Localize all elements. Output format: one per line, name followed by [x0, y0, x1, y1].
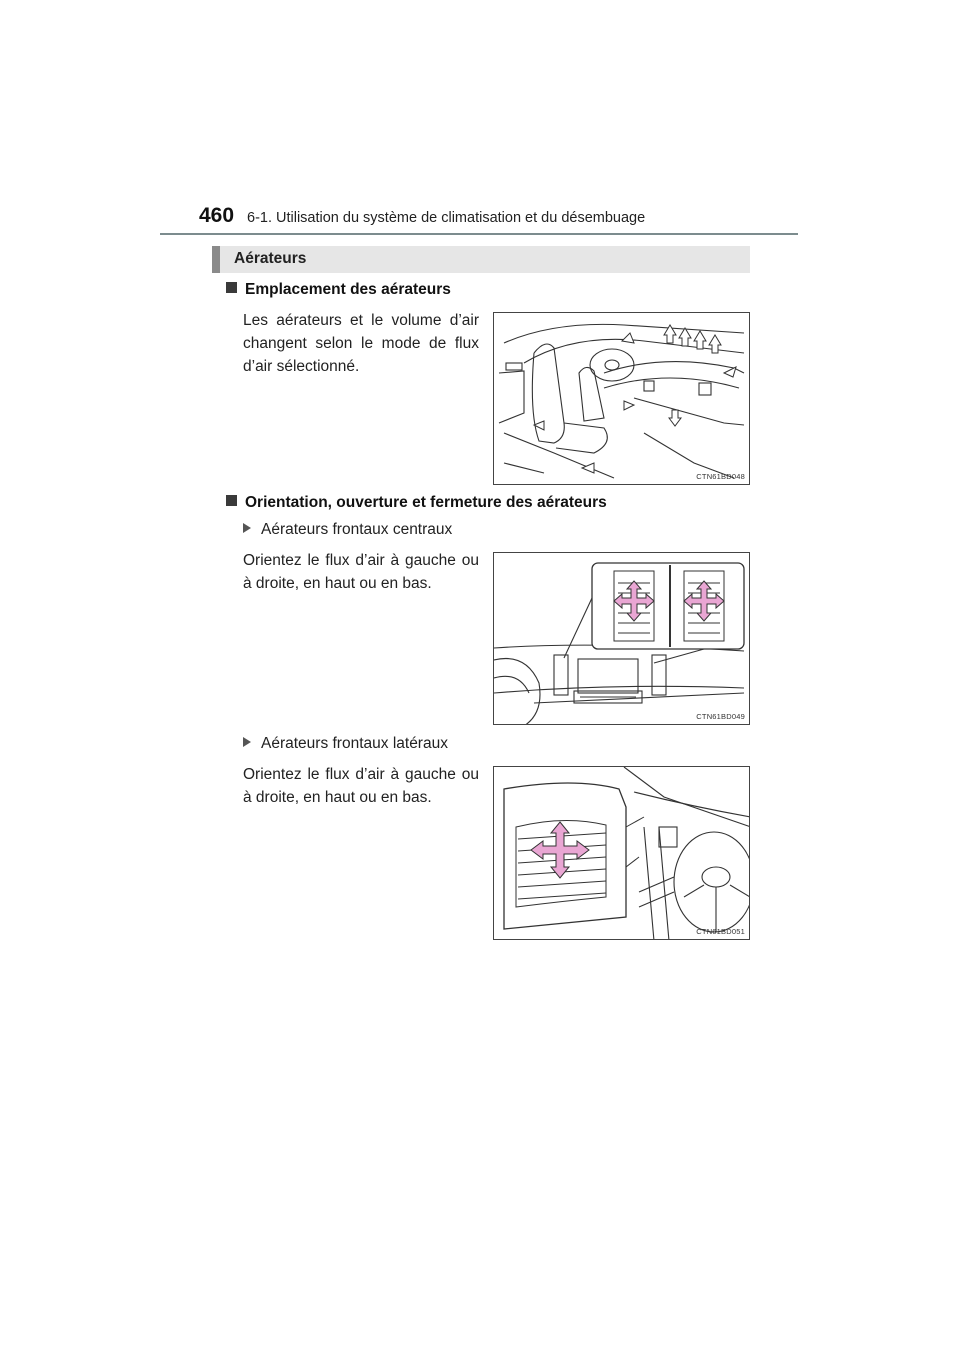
square-bullet-icon [226, 495, 237, 506]
subitem-side-vents: Aérateurs frontaux latéraux [243, 735, 448, 753]
figure-side-vents [493, 766, 750, 940]
cabin-illustration [494, 313, 750, 485]
triangle-bullet-icon [243, 737, 251, 747]
section-bar [212, 246, 750, 273]
figure-vent-locations [493, 312, 750, 485]
square-bullet-icon [226, 282, 237, 293]
section-title: Aérateurs [234, 250, 307, 267]
figure-code: CTN61BD049 [696, 712, 745, 721]
header-rule [160, 233, 798, 235]
triangle-bullet-icon [243, 523, 251, 533]
center-vents-illustration [494, 553, 750, 725]
figure-code: CTN61BD051 [696, 927, 745, 936]
chapter-title: 6-1. Utilisation du système de climatisation et du désembuage [247, 210, 646, 226]
heading-vent-location: Emplacement des aérateurs [226, 281, 451, 299]
side-vents-illustration [494, 767, 750, 940]
page-number: 460 [199, 204, 235, 227]
figure-center-vents [493, 552, 750, 725]
figure-code: CTN61BD048 [696, 472, 745, 481]
subitem-center-vents: Aérateurs frontaux centraux [243, 521, 452, 539]
side-vents-text: Orientez le flux d’air à gauche ou à droite, en haut ou en bas. [243, 766, 479, 806]
vent-location-text: Les aérateurs et le volume d’air changent selon le mode de flux d’air sélectionné. [243, 312, 479, 375]
center-vents-text: Orientez le flux d’air à gauche ou à droite, en haut ou en bas. [243, 552, 479, 592]
heading-vent-orientation: Orientation, ouverture et fermeture des aérateurs [226, 494, 607, 512]
